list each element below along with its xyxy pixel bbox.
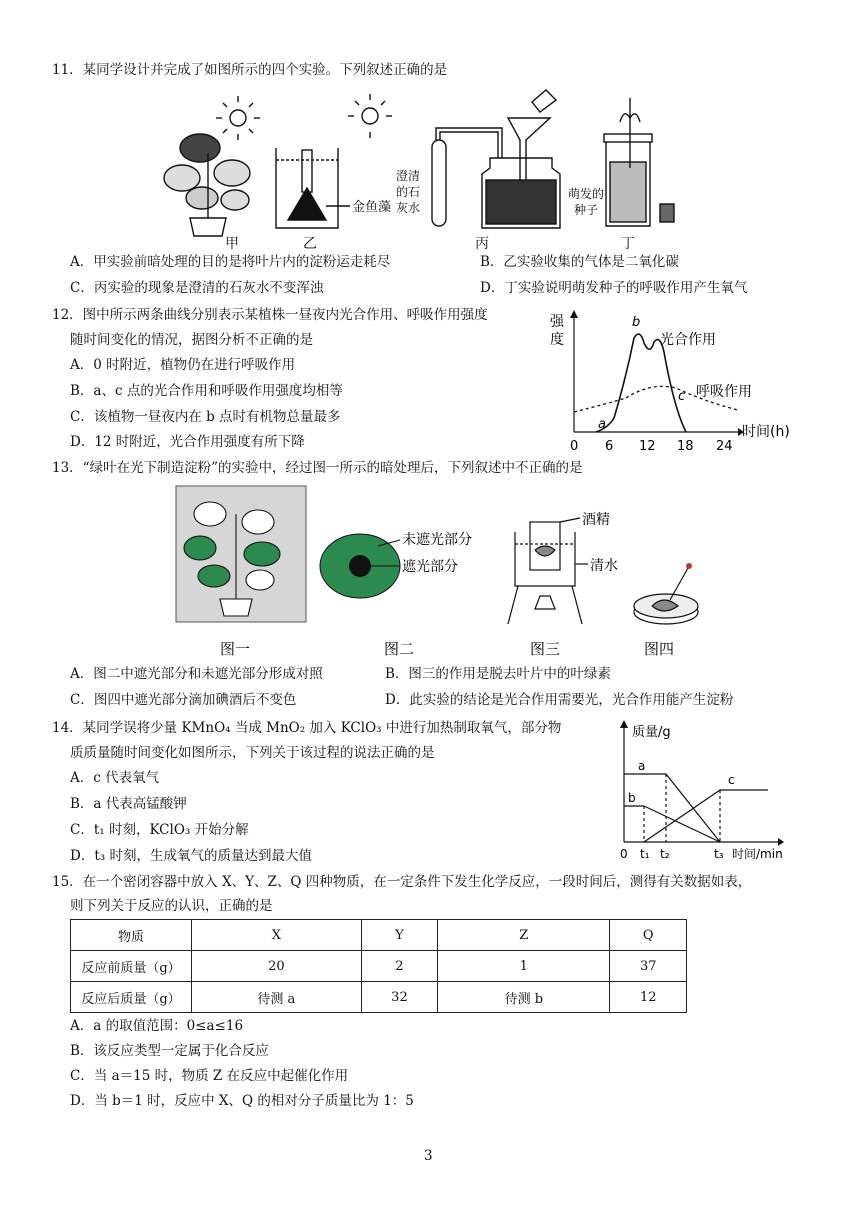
- fig3-water-bath: [508, 518, 588, 624]
- q14-option-a[interactable]: A．c 代表氧气: [70, 770, 160, 786]
- fig-ding-jar: [604, 98, 674, 226]
- label-goldfish-weed: 金鱼藻: [352, 200, 392, 215]
- label-shaded: 遮光部分: [402, 559, 458, 575]
- table-cell: 37: [610, 951, 687, 982]
- table-cell: 2: [361, 951, 438, 982]
- table-cell: 反应前质量（g）: [71, 951, 192, 982]
- fig-label-ding: 丁: [621, 236, 635, 252]
- fig-label-2: 图二: [384, 640, 415, 658]
- q14-label-b: b: [628, 791, 636, 805]
- q12-point-c: c: [678, 389, 686, 404]
- label-seeds-2: 种子: [574, 203, 599, 217]
- table-header-cell: Z: [438, 920, 610, 951]
- q14-chart: [610, 718, 820, 868]
- q11-option-d[interactable]: D．丁实验说明萌发种子的呼吸作用产生氧气: [480, 280, 748, 296]
- table-cell: 1: [438, 951, 610, 982]
- label-unshaded: 未遮光部分: [402, 532, 472, 548]
- q12-photosynthesis-curve: [596, 334, 686, 432]
- q14-label-c: c: [728, 773, 735, 787]
- table-cell: 12: [610, 982, 687, 1013]
- q15-stem-2: 则下列关于反应的认识，正确的是: [70, 898, 273, 914]
- fig-label-4: 图四: [644, 640, 675, 658]
- table-cell: 待测 b: [438, 982, 610, 1013]
- q12-option-d[interactable]: D．12 时附近，光合作用强度有所下降: [70, 434, 305, 450]
- q13-option-b[interactable]: B．图三的作用是脱去叶片中的叶绿素: [385, 666, 611, 682]
- q14-stem-2: 质质量随时间变化如图所示，下列关于该过程的说法正确的是: [70, 745, 435, 761]
- q14-xlabel: 时间/min: [732, 847, 783, 861]
- q12-option-c[interactable]: C．该植物一昼夜内在 b 点时有机物总量最多: [70, 409, 341, 425]
- q12-stem-1: 12．图中所示两条曲线分别表示某植株一昼夜内光合作用、呼吸作用强度: [52, 307, 488, 323]
- fig-jia-plant: [164, 96, 260, 236]
- fig-label-3: 图三: [530, 640, 561, 658]
- q12-xtick-12: 12: [639, 439, 656, 454]
- fig2-leaf: [320, 534, 400, 598]
- table-cell: 32: [361, 982, 438, 1013]
- table-header-cell: Y: [361, 920, 438, 951]
- q12-xtick-24: 24: [716, 439, 733, 454]
- q14-ylabel: 质量/g: [632, 725, 671, 740]
- fig-bing-apparatus: [432, 90, 560, 228]
- q15-option-a[interactable]: A．a 的取值范围：0≤a≤16: [70, 1018, 244, 1034]
- q12-photo-label: 光合作用: [660, 332, 716, 348]
- q11-stem: 11．某同学设计并完成了如图所示的四个实验。下列叙述正确的是: [52, 62, 448, 78]
- q12-xlabel: 时间(h): [742, 424, 790, 440]
- q14-label-a: a: [638, 759, 646, 773]
- q12-xtick-6: 6: [605, 439, 614, 454]
- q14-line-b-decline: [644, 806, 720, 842]
- q15-option-b[interactable]: B．该反应类型一定属于化合反应: [70, 1043, 269, 1059]
- q11-option-b[interactable]: B．乙实验收集的气体是二氧化碳: [480, 254, 679, 270]
- table-header-cell: Q: [610, 920, 687, 951]
- q15-data-table: [70, 919, 687, 1013]
- label-alcohol: 酒精: [582, 512, 610, 528]
- q13-option-d[interactable]: D．此实验的结论是光合作用需要光，光合作用能产生淀粉: [385, 692, 734, 708]
- q14-line-c-rise: [644, 790, 720, 842]
- q12-stem-2: 随时间变化的情况，据图分析不正确的是: [70, 332, 313, 348]
- q15-option-d[interactable]: D．当 b＝1 时，反应中 X、Q 的相对分子质量比为 1：5: [70, 1093, 414, 1109]
- table-cell: 20: [192, 951, 362, 982]
- q12-ylabel-2: 度: [550, 332, 564, 348]
- table-cell: 待测 a: [192, 982, 362, 1013]
- label-limewater-3: 灰水: [396, 201, 421, 215]
- q14-xtick-t2: t₂: [660, 847, 670, 861]
- q12-point-b: b: [632, 315, 641, 330]
- q15-option-c[interactable]: C．当 a＝15 时，物质 Z 在反应中起催化作用: [70, 1068, 349, 1084]
- fig-label-jia: 甲: [225, 236, 239, 252]
- fig-label-yi: 乙: [303, 236, 317, 252]
- label-seeds-1: 萌发的: [568, 187, 605, 201]
- q14-xtick-t1: t₁: [640, 847, 650, 861]
- q12-resp-label: 呼吸作用: [696, 384, 752, 400]
- table-cell: 反应后质量（g）: [71, 982, 192, 1013]
- q14-option-b[interactable]: B．a 代表高锰酸钾: [70, 796, 187, 812]
- q15-stem-1: 15．在一个密闭容器中放入 X、Y、Z、Q 四种物质，在一定条件下发生化学反应，一段时间后，测得有关数据如表，: [52, 874, 752, 890]
- q11-figures: [160, 88, 700, 258]
- q12-xtick-0: 0: [570, 439, 579, 454]
- q11-option-c[interactable]: C．丙实验的现象是澄清的石灰水不变浑浊: [70, 280, 324, 296]
- fig-label-bing: 丙: [475, 236, 489, 252]
- table-header-cell: 物质: [71, 920, 192, 951]
- q12-ylabel-1: 强: [550, 314, 564, 330]
- q12-point-a: a: [598, 417, 606, 432]
- q13-figures: [170, 484, 710, 664]
- q13-option-a[interactable]: A．图二中遮光部分和未遮光部分形成对照: [70, 666, 323, 682]
- q11-option-a[interactable]: A．甲实验前暗处理的目的是将叶片内的淀粉运走耗尽: [70, 254, 391, 270]
- q14-origin: 0: [620, 847, 628, 861]
- label-limewater-2: 的石: [396, 185, 421, 199]
- q14-option-d[interactable]: D．t₃ 时刻，生成氧气的质量达到最大值: [70, 848, 312, 864]
- q13-option-c[interactable]: C．图四中遮光部分滴加碘酒后不变色: [70, 692, 297, 708]
- q14-xtick-t3: t₃: [714, 847, 724, 861]
- q12-chart: [546, 308, 806, 458]
- fig4-petri-dish: [634, 563, 698, 624]
- table-row: [71, 982, 687, 1013]
- fig-label-1: 图一: [220, 640, 251, 658]
- label-water: 清水: [590, 558, 618, 574]
- page-number: 3: [424, 1148, 433, 1164]
- q12-option-a[interactable]: A．0 时附近，植物仍在进行呼吸作用: [70, 357, 296, 373]
- table-header-row: [71, 920, 687, 951]
- q14-option-c[interactable]: C．t₁ 时刻，KClO₃ 开始分解: [70, 822, 249, 838]
- q14-stem-1: 14．某同学误将少量 KMnO₄ 当成 MnO₂ 加入 KClO₃ 中进行加热制取氧气，部分物: [52, 720, 562, 736]
- q13-stem: 13．“绿叶在光下制造淀粉”的实验中，经过图一所示的暗处理后，下列叙述中不正确的是: [52, 460, 583, 476]
- table-header-cell: X: [192, 920, 362, 951]
- q12-option-b[interactable]: B．a、c 点的光合作用和呼吸作用强度均相等: [70, 383, 343, 399]
- table-row: [71, 951, 687, 982]
- q12-xtick-18: 18: [677, 439, 694, 454]
- label-limewater-1: 澄清: [396, 169, 421, 183]
